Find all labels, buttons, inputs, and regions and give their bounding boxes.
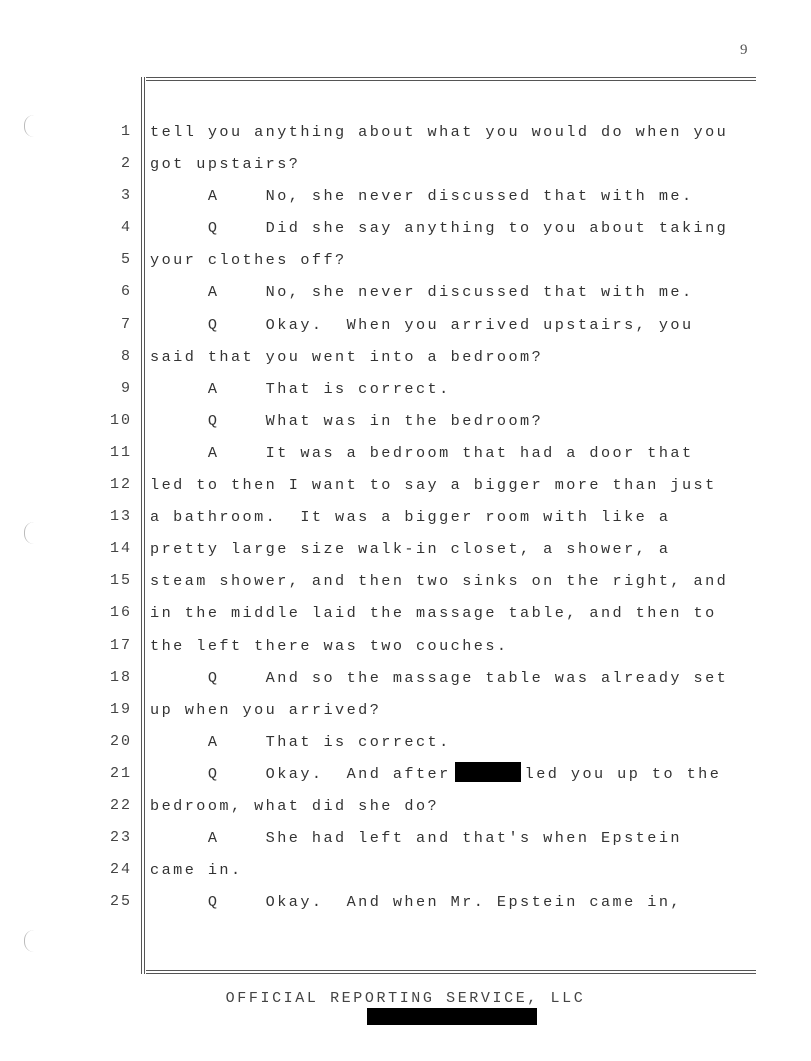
frame-top-rule [146,77,756,81]
transcript-text: got upstairs? [150,155,301,174]
transcript-text: A No, she never discussed that with me. [150,283,694,302]
transcript-line [150,890,754,922]
transcript-text: a bathroom. It was a bigger room with like a [150,508,671,527]
transcript-text: tell you anything about what you would do when you [150,123,729,141]
transcript-text: up when you arrived? [150,700,382,719]
transcript-line [150,248,754,280]
binding-hole-mark [24,930,35,952]
line-number: 21 [109,764,132,782]
page-number: 9 [740,42,748,58]
transcript-text: A That is correct. [150,732,451,751]
line-number: 15 [109,572,132,590]
transcript-text: came in. [150,861,243,880]
transcript-line [150,634,754,666]
line-number: 24 [109,861,132,879]
transcript-line [150,505,754,537]
line-number: 18 [109,668,132,686]
transcript-text: Q Did she say anything to you about taking [150,219,729,238]
line-number: 4 [120,219,132,237]
line-number: 19 [109,700,132,718]
transcript-text: Q Okay. And when Mr. Epstein came in, [150,893,682,912]
line-number: 25 [109,893,132,911]
line-number: 13 [109,508,132,526]
transcript-line [150,826,754,858]
line-number: 10 [109,411,132,429]
transcript-line [150,345,754,377]
line-number: 11 [109,443,132,461]
line-number: 8 [120,347,132,365]
transcript-text: led to then I want to say a bigger more than just [150,476,717,495]
footer-reporter-name: OFFICIAL REPORTING SERVICE, LLC [225,990,586,1007]
line-number: 17 [109,636,132,654]
transcript-text: Q And so the massage table was already set [150,668,729,687]
transcript-line [150,409,754,441]
line-number: 6 [120,283,132,301]
transcript-line [150,569,754,601]
transcript-text: A It was a bedroom that had a door that [150,443,694,462]
line-number: 1 [120,123,132,140]
transcript-line [150,216,754,248]
line-number: 20 [109,732,132,750]
transcript-text: steam shower, and then two sinks on the right, and [150,572,729,591]
transcript-line [150,280,754,312]
line-number: 2 [120,155,132,173]
transcript-text: your clothes off? [150,251,347,270]
transcript-line [150,441,754,473]
line-number: 16 [109,604,132,622]
transcript-line [150,858,754,890]
transcript-text: A That is correct. [150,379,451,398]
line-number: 22 [109,796,132,814]
transcript-line [150,120,754,152]
line-number-column [92,120,132,922]
transcript-line [150,152,754,184]
transcript-text: A No, she never discussed that with me. [150,187,694,206]
line-number: 23 [109,829,132,847]
transcript-line [150,730,754,762]
transcript-text: A She had left and that's when Epstein [150,829,682,848]
redaction-bar [367,1008,537,1025]
binding-hole-mark [24,522,35,544]
transcript-text: bedroom, what did she do? [150,796,440,815]
transcript-text: led you up to the [524,764,722,783]
transcript-line [150,377,754,409]
transcript-line [150,184,754,216]
transcript-text: Q Okay. When you arrived upstairs, you [150,315,694,334]
transcript-line [150,601,754,633]
transcript-text: in the middle laid the massage table, and then to [150,604,717,623]
transcript-body [150,120,754,922]
redaction-bar [455,762,521,782]
line-number: 5 [120,251,132,269]
transcript-text: said that you went into a bedroom? [150,347,544,366]
transcript-line [150,794,754,826]
transcript-line [150,666,754,698]
transcript-line [150,698,754,730]
frame-bottom-rule [146,970,756,974]
line-number: 12 [109,476,132,494]
transcript-line [150,473,754,505]
transcript-line [150,537,754,569]
transcript-line [150,313,754,345]
line-number: 7 [120,315,132,333]
transcript-text: the left there was two couches. [150,636,509,655]
line-number: 14 [109,540,132,558]
transcript-text: Q Okay. And after [150,764,451,783]
frame-left-rule [141,77,145,974]
transcript-text: pretty large size walk-in closet, a shower, a [150,540,671,559]
transcript-line [150,762,754,794]
line-number: 9 [120,379,132,397]
binding-hole-mark [24,115,35,137]
transcript-text: Q What was in the bedroom? [150,411,544,430]
line-number: 3 [120,187,132,205]
